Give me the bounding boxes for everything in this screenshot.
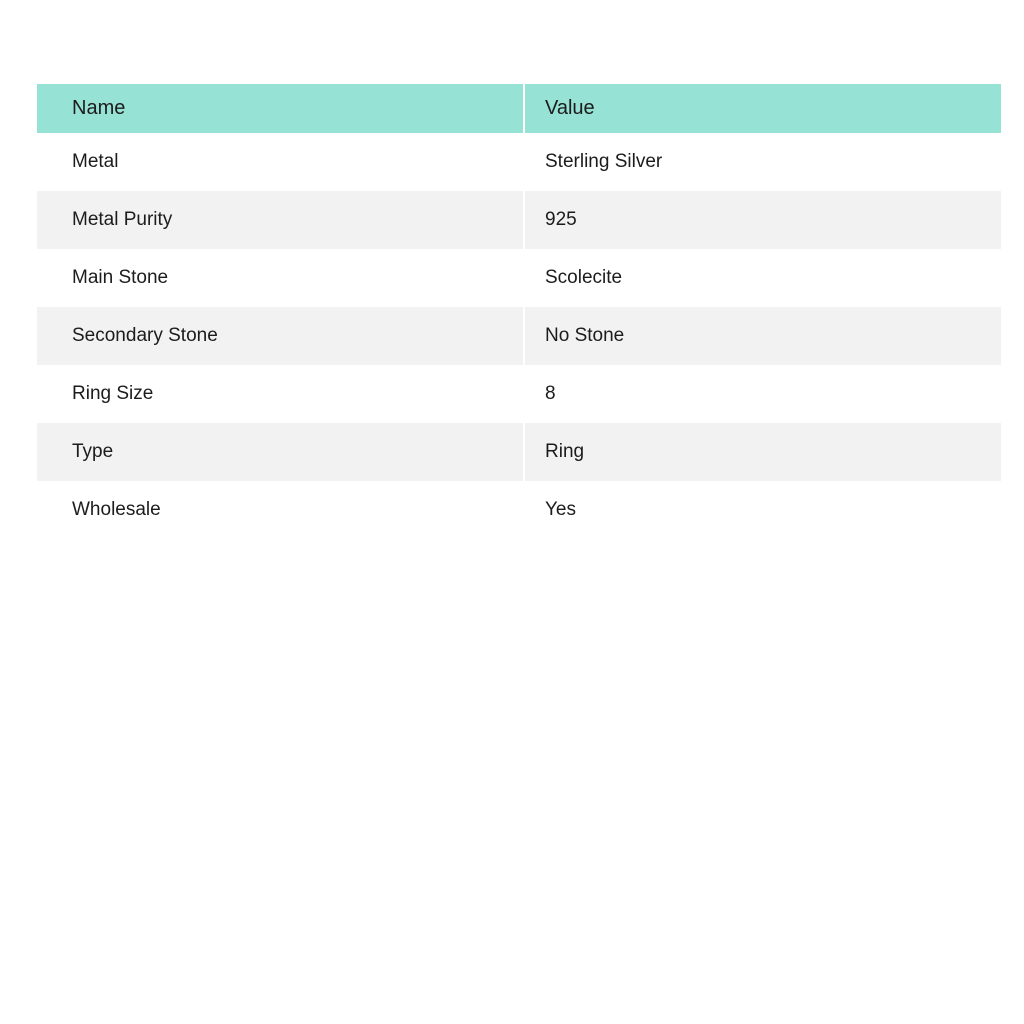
table-header-row bbox=[37, 84, 1001, 133]
attribute-value: No Stone bbox=[523, 307, 1001, 365]
attribute-value: Scolecite bbox=[523, 249, 1001, 307]
attribute-name: Type bbox=[72, 441, 114, 462]
column-header-value: Value bbox=[523, 84, 1001, 133]
table-row bbox=[37, 249, 1001, 307]
attribute-name: Wholesale bbox=[72, 499, 161, 520]
attribute-value: Yes bbox=[523, 481, 1001, 539]
table-row bbox=[37, 423, 1001, 481]
attribute-value: Sterling Silver bbox=[523, 133, 1001, 191]
attribute-value: 8 bbox=[523, 365, 1001, 423]
table-row bbox=[37, 191, 1001, 249]
table-row bbox=[37, 133, 1001, 191]
attribute-name: Ring Size bbox=[72, 383, 154, 404]
attribute-name: Main Stone bbox=[72, 267, 169, 288]
attribute-value: Ring bbox=[523, 423, 1001, 481]
attribute-name: Metal Purity bbox=[72, 209, 173, 230]
table-body bbox=[37, 133, 1001, 539]
attribute-name: Metal bbox=[72, 151, 119, 172]
attribute-name: Secondary Stone bbox=[72, 325, 218, 346]
table-row bbox=[37, 307, 1001, 365]
column-header-name: Name bbox=[72, 97, 126, 119]
product-attributes-table bbox=[37, 84, 1001, 539]
table-row bbox=[37, 365, 1001, 423]
attribute-value: 925 bbox=[523, 191, 1001, 249]
table-row bbox=[37, 481, 1001, 539]
